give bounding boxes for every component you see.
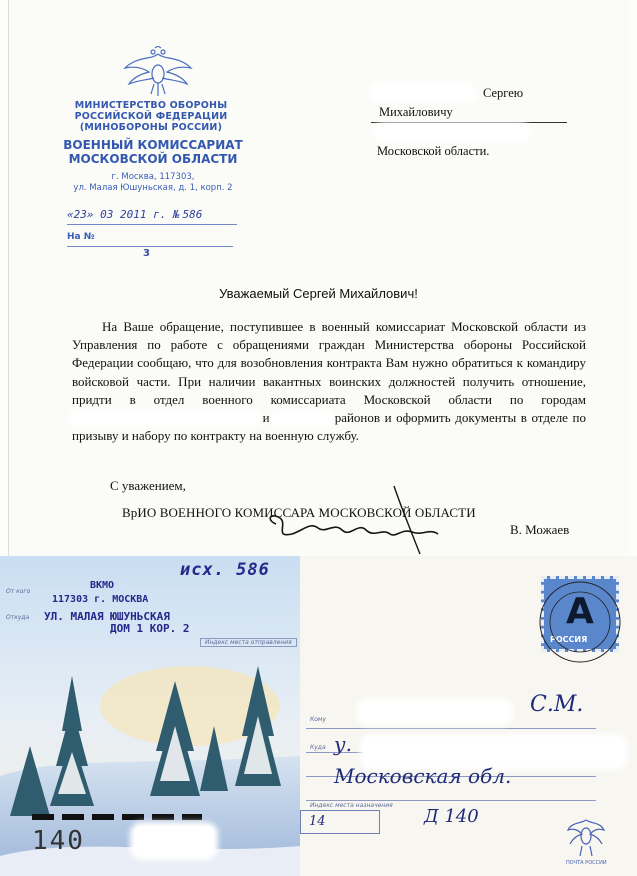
ministry-line: РОССИЙСКОЙ ФЕДЕРАЦИИ <box>74 111 228 122</box>
sender-street: УЛ. МАЛАЯ ЮШУНЬСКАЯ <box>44 610 170 623</box>
recipient-first-name: Сергею <box>483 86 524 100</box>
zip-code-bars <box>32 814 202 820</box>
redaction-mark <box>134 826 214 856</box>
commissariat-line: ВОЕННЫЙ КОМИССАРИАТ <box>63 138 243 152</box>
redaction-mark <box>373 86 473 100</box>
redaction-mark <box>274 414 330 424</box>
signatory-title: ВрИО ВОЕННОГО КОМИССАРА МОСКОВСКОЙ ОБЛАСТИ <box>122 505 476 520</box>
double-headed-eagle-emblem-icon <box>121 46 195 98</box>
redaction-mark <box>377 126 527 140</box>
commissariat-line: МОСКОВСКОЙ ОБЛАСТИ <box>68 152 238 166</box>
postmark-cancellation-icon <box>524 572 634 672</box>
destination-zip-box: 14 <box>300 810 380 834</box>
ministry-line: МИНИСТЕРСТВО ОБОРОНЫ <box>74 100 228 111</box>
address-line <box>306 728 596 729</box>
ministry-line: (МИНОБОРОНЫ РОССИИ) <box>79 122 223 133</box>
stamp-country: РОССИЯ <box>550 635 588 644</box>
letter-greeting: Уважаемый Сергей Михайлович! <box>219 286 418 301</box>
recipient-line-3 <box>371 123 581 142</box>
outgoing-reference: исх. 586 <box>180 560 270 580</box>
redaction-mark <box>364 738 624 766</box>
recipient-region: Московской области. <box>377 144 490 158</box>
label-index-sender: Индекс места отправления <box>200 638 297 647</box>
bottom-zip-code: 140 <box>32 826 85 856</box>
commissariat-name <box>61 138 245 166</box>
ministry-name <box>61 100 241 133</box>
letter-body <box>72 318 586 445</box>
label-where: Куда <box>310 744 326 751</box>
recipient-line-4 <box>371 142 581 161</box>
sender-house: ДОМ 1 КОР. 2 <box>110 622 190 635</box>
reference-label: На № <box>67 232 95 242</box>
post-label: ПОЧТА РОССИИ <box>566 860 607 866</box>
recipient-line-2 <box>371 103 567 123</box>
closing-regards: С уважением, <box>110 478 186 493</box>
recipient-patronymic: Михайловичу <box>379 105 453 119</box>
redaction-mark <box>360 702 510 722</box>
body-text: и <box>262 410 270 426</box>
sender-city: 117303 г. МОСКВА <box>52 594 149 605</box>
recipient-address-start: у. <box>334 732 352 756</box>
sender-org: ВКМО <box>90 580 115 591</box>
label-to: Кому <box>310 716 327 723</box>
registration-line <box>67 208 237 225</box>
label-index-dest: Индекс места назначения <box>310 802 393 809</box>
recipient-region-handwritten: Московская обл. <box>334 764 512 788</box>
destination-mark: Д 140 <box>424 806 479 827</box>
registration-date: «23» 03 2011 г. № <box>67 208 180 221</box>
signatory-name: В. Можаев <box>510 522 570 537</box>
address-line: г. Москва, 117303, <box>111 172 195 182</box>
reference-line <box>67 232 233 247</box>
letterhead-address <box>61 172 245 194</box>
envelope <box>0 556 637 876</box>
body-text: На Ваше обращение, поступившее в военный комиссариат Московской области из Управления по работе с обращениями граждан Министерства обороны Российской Федерации сообщаю, что для возобновления контракта Вам нужно обратиться к командиру войсковой части. При наличии вакантных воинских должностей получить отношение, придти в отдел военного комиссариата Московской области по городам <box>72 319 586 407</box>
stamp-letter: А <box>566 591 594 632</box>
address-line <box>306 800 596 801</box>
label-where-from: Откуда <box>6 614 30 621</box>
body-text: районов и оформить документы в отделе по призыву и набору по контракту на военную службу. <box>72 410 586 444</box>
recipient-initials: С.М. <box>530 692 584 717</box>
recipient-block <box>371 84 581 161</box>
label-from: От кого <box>6 588 31 595</box>
registration-number: 586 <box>182 208 203 221</box>
recipient-line-1 <box>371 84 581 103</box>
copy-number: 3 <box>143 248 150 259</box>
letter-sheet <box>8 0 629 556</box>
address-line: ул. Малая Юшуньская, д. 1, корп. 2 <box>73 183 233 193</box>
post-eagle-emblem-icon <box>566 814 606 858</box>
handwritten-signature <box>262 484 442 558</box>
redaction-mark <box>72 414 258 424</box>
